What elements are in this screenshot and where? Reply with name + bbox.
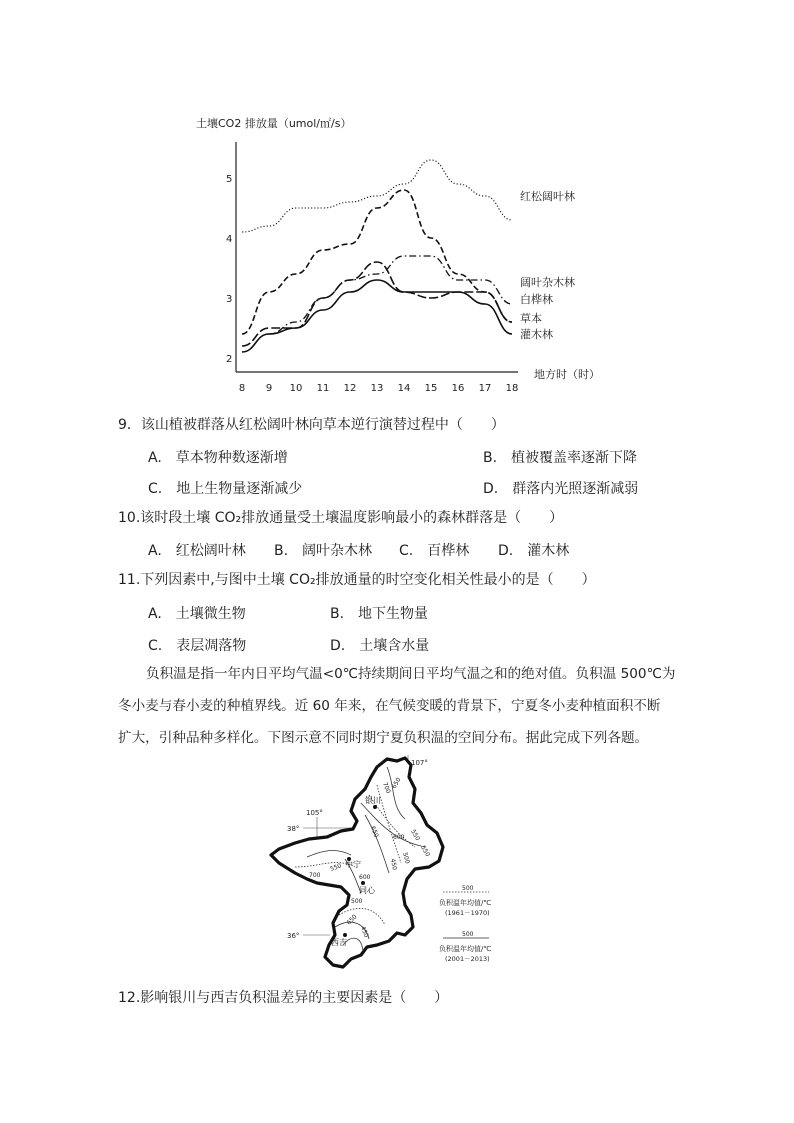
q9-option-b[interactable]: B. 植被覆盖率逐渐下降 xyxy=(483,450,638,466)
legend-label-1: 负积温年均值/℃ xyxy=(439,899,492,907)
contour-label: 600 xyxy=(393,834,405,841)
chart-ylabel: 土壤CO2 排放量（umol/㎡/s） xyxy=(196,117,352,130)
city-tongxin: 同心 xyxy=(359,886,375,895)
contour-label: 450 xyxy=(389,858,398,871)
q12-stem: 12.影响银川与西吉负积温差异的主要因素是（ ） xyxy=(118,990,449,1006)
passage-line-2: 冬小麦与春小麦的种植界线。近 60 年来，在气候变暖的背景下，宁夏冬小麦种植面积不断 xyxy=(118,698,661,714)
x-tick-label: 9 xyxy=(265,383,273,394)
x-tick-label: 17 xyxy=(478,383,492,394)
contour-label: 550 xyxy=(329,862,343,873)
series-label: 草本 xyxy=(520,312,542,325)
q10-option-c[interactable]: C. 百桦林 xyxy=(399,543,470,559)
city-yinchuan: 银川 xyxy=(365,796,381,805)
series-label: 灌木林 xyxy=(520,328,553,341)
y-tick-label: 2 xyxy=(226,354,233,365)
contour-label: 550 xyxy=(419,844,432,858)
contour-label: 700 xyxy=(309,872,321,879)
y-tick-label: 4 xyxy=(226,234,233,245)
contour-label: 650 xyxy=(369,825,380,839)
y-tick-label: 5 xyxy=(226,174,233,185)
x-tick-label: 16 xyxy=(451,383,465,394)
series-line xyxy=(242,280,512,352)
ningxia-isotherm-map xyxy=(265,755,515,975)
lon-105-label: 105° xyxy=(306,809,323,817)
q11-option-b[interactable]: B. 地下生物量 xyxy=(330,606,429,622)
contour-label: 500 xyxy=(401,851,411,865)
q9-option-d[interactable]: D. 群落内光照逐渐减弱 xyxy=(483,481,639,497)
series-line xyxy=(242,256,512,352)
q10-option-a[interactable]: A. 红松阔叶林 xyxy=(148,543,246,559)
series-label: 红松阔叶林 xyxy=(520,190,575,203)
contour-label: 700 xyxy=(381,781,392,795)
x-tick-label: 8 xyxy=(238,383,246,394)
contour-label: 650 xyxy=(345,913,359,927)
contour-label: 650 xyxy=(390,776,403,790)
q11-option-c[interactable]: C. 表层凋落物 xyxy=(148,638,247,654)
q9-stem: 9．该山植被群落从红松阔叶林向草本逆行演替过程中（ ） xyxy=(118,417,505,433)
q11-option-d[interactable]: D. 土壤含水量 xyxy=(330,638,430,654)
contour-label: 600 xyxy=(359,874,371,881)
legend-period-1: (1961－1970) xyxy=(445,909,490,917)
x-tick-label: 15 xyxy=(424,383,438,394)
contour-label: 550 xyxy=(409,828,422,842)
city-dot-xiji xyxy=(343,933,347,937)
x-tick-label: 11 xyxy=(316,383,330,394)
co2-line-chart xyxy=(190,110,610,400)
contour-label: 450 xyxy=(359,925,370,939)
legend-value-2: 500 xyxy=(462,931,474,938)
x-tick-label: 18 xyxy=(505,383,519,394)
q9-option-c[interactable]: C. 地上生物量逐渐减少 xyxy=(148,481,303,497)
q9-option-a[interactable]: A. 草本物种数逐渐增 xyxy=(148,450,288,466)
q11-option-a[interactable]: A. 土壤微生物 xyxy=(148,606,246,622)
city-zhongning: 中宁 xyxy=(345,860,361,869)
city-xiji: 西吉 xyxy=(331,938,347,947)
q10-option-b[interactable]: B. 阔叶杂木林 xyxy=(274,543,373,559)
passage-line-3: 扩大，引种品种多样化。下图示意不同时期宁夏负积温的空间分布。据此完成下列各题。 xyxy=(118,730,649,746)
x-tick-label: 12 xyxy=(343,383,357,394)
series-label: 阔叶杂木林 xyxy=(520,276,575,289)
y-tick-label: 3 xyxy=(226,294,233,305)
q10-stem: 10.该时段土壤 CO₂排放通量受土壤温度影响最小的森林群落是（ ） xyxy=(118,510,564,526)
q10-option-d[interactable]: D. 灌木林 xyxy=(498,543,570,559)
city-dot-tongxin xyxy=(361,881,365,885)
legend-period-2: (2001－2013) xyxy=(445,955,490,963)
q11-stem: 11.下列因素中,与图中土壤 CO₂排放通量的时空变化相关性最小的是（ ） xyxy=(118,572,596,588)
legend-label-2: 负积温年均值/℃ xyxy=(439,945,492,953)
series-label: 白桦林 xyxy=(520,293,553,306)
series-line xyxy=(242,160,512,232)
lat-38-label: 38° xyxy=(287,825,300,833)
legend-value-1: 500 xyxy=(462,885,474,892)
city-dot-yinchuan xyxy=(373,805,377,809)
x-tick-label: 14 xyxy=(397,383,411,394)
passage-line-1: 负积温是指一年内日平均气温<0℃持续期间日平均气温之和的绝对值。负积温 500℃为 xyxy=(146,666,676,682)
lon-107-label: 107° xyxy=(411,759,428,767)
x-tick-label: 10 xyxy=(289,383,303,394)
contour-label: 500 xyxy=(351,898,363,905)
lat-36-label: 36° xyxy=(287,932,300,940)
chart-xlabel: 地方时（时） xyxy=(534,368,600,381)
x-tick-label: 13 xyxy=(370,383,384,394)
